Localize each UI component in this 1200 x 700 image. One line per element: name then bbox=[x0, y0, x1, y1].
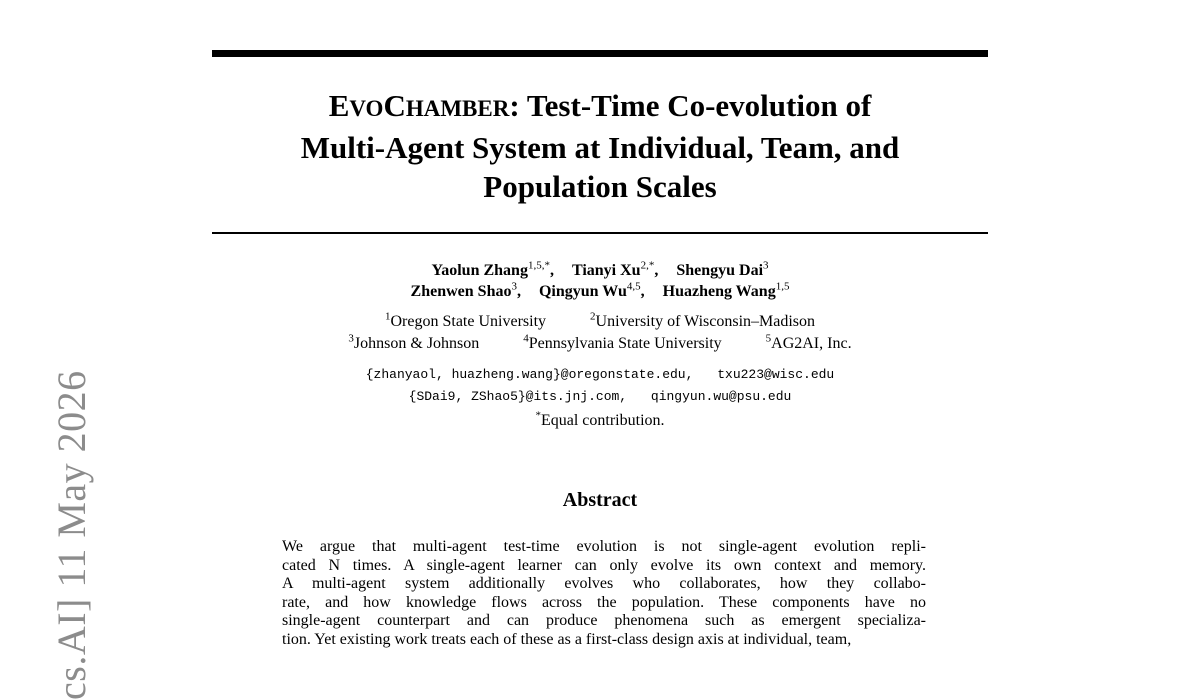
email-address: {zhanyaol, huazheng.wang}@oregonstate.edu, bbox=[365, 367, 694, 382]
title-line-1: EVOCHAMBER: Test-Time Co-evolution of bbox=[328, 88, 872, 123]
abstract-body bbox=[282, 538, 926, 650]
affiliation: $^1$Oregon State University bbox=[384, 310, 547, 330]
affiliation: $^3$Johnson & Johnson bbox=[348, 332, 480, 352]
email-address: qingyun.wu@psu.edu bbox=[650, 389, 792, 404]
title-line-2: Multi-Agent System at Individual, Team, and bbox=[300, 130, 900, 165]
abstract-line: cated N times. A single-agent learner can only evolve its own context and memory. bbox=[282, 556, 926, 574]
affiliation: $^5$AG2AI, Inc. bbox=[765, 332, 852, 352]
affiliation: $^4$Pennsylvania State University bbox=[523, 332, 722, 352]
author-list bbox=[212, 260, 988, 302]
abstract-line: A multi-agent system additionally evolves who collaborates, how they collabo- bbox=[282, 575, 926, 593]
email-address: txu223@wisc.edu bbox=[717, 367, 835, 382]
abstract-line: rate, and how knowledge flows across the population. These components have no bbox=[282, 593, 926, 611]
abstract-line: tion. Yet existing work treats each of these as a first-class design axis at individual, team, bbox=[282, 630, 852, 648]
author: Zhenwen Shao$^3$, bbox=[410, 280, 521, 300]
arxiv-watermark: cs.AI] 11 May 2026 bbox=[49, 370, 94, 700]
author: Yaolun Zhang$^{1,5,*}$, bbox=[431, 259, 554, 279]
title-line-3: Population Scales bbox=[483, 169, 717, 204]
title-top-rule bbox=[212, 50, 988, 57]
abstract-heading: Abstract bbox=[562, 489, 638, 511]
affiliation-list bbox=[212, 311, 988, 355]
email-list bbox=[212, 364, 988, 408]
email-address: {SDai9, ZShao5}@its.jnj.com, bbox=[408, 389, 628, 404]
author: Huazheng Wang$^{1,5}$ bbox=[662, 280, 790, 300]
abstract-line: single-agent counterpart and can produce phenomena such as emergent specializa- bbox=[282, 612, 926, 630]
paper-title bbox=[212, 86, 988, 206]
author: Tianyi $Xu^{2,*}$, bbox=[571, 259, 659, 279]
affiliation: $^2$University of Wisconsin–Madison bbox=[590, 310, 816, 330]
equal-contribution-note: *Equal contribution. bbox=[535, 409, 665, 429]
abstract-line: We argue that multi-agent test-time evolution is not single-agent evolution repli- bbox=[282, 538, 926, 555]
author: Qingyun Wu$^{4,5}$, bbox=[538, 280, 645, 300]
title-bottom-rule bbox=[212, 232, 988, 234]
author: Shengyu Dai$^3$ bbox=[676, 259, 769, 279]
